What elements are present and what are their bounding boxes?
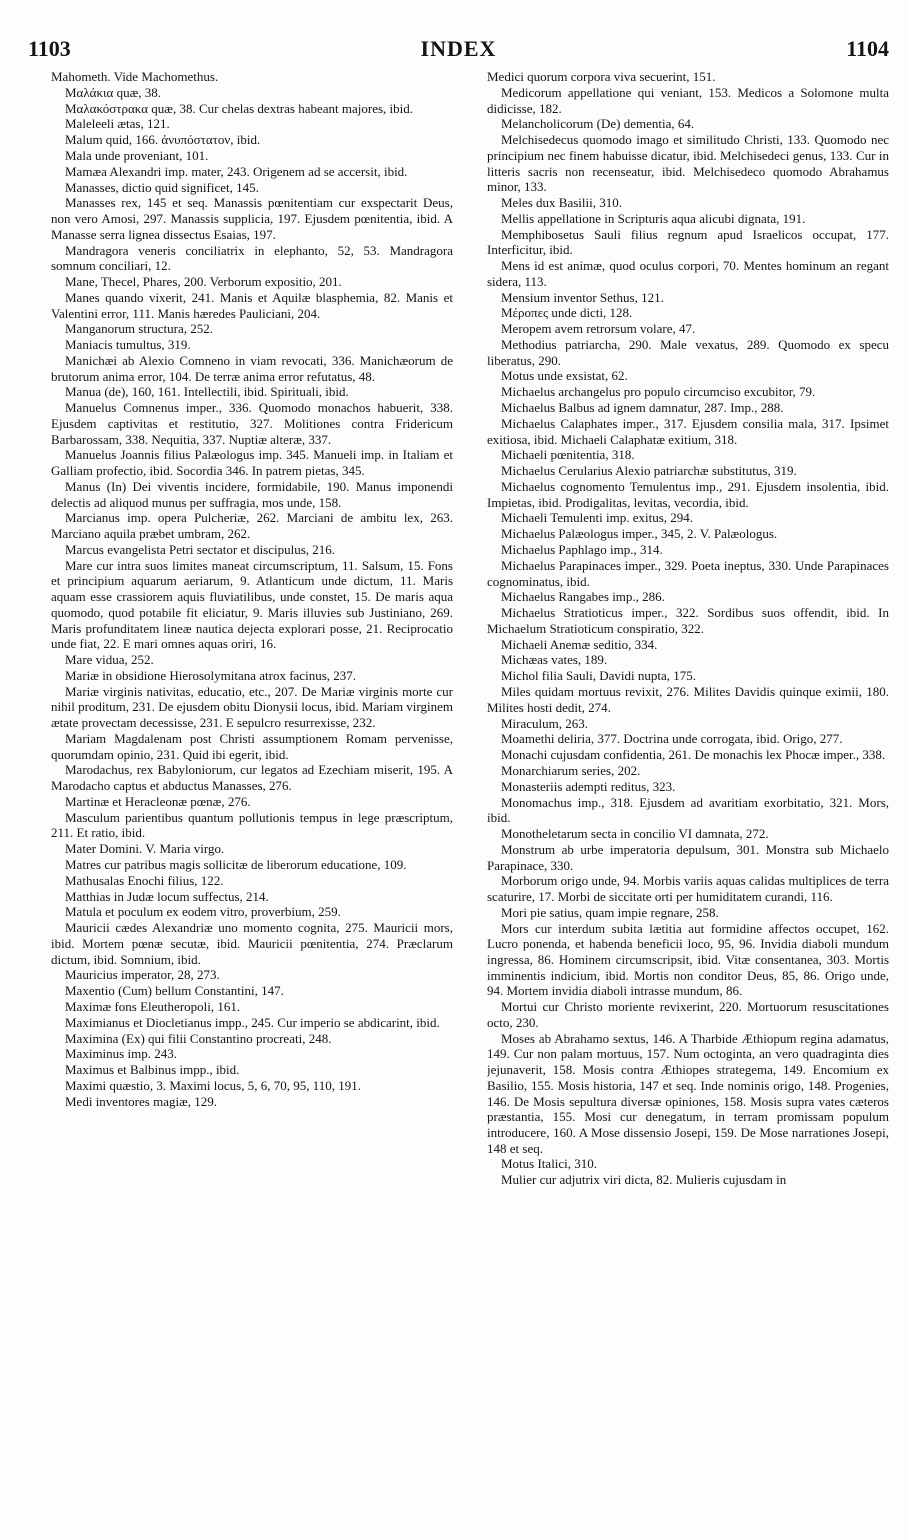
index-entry: Memphibosetus Sauli filius regnum apud Israelicos occupat, 177. Interficitur, ibid. (487, 226, 889, 258)
index-entry: Maximianus et Diocletianus impp., 245. Cur imperio se abdicarint, ibid. (65, 1014, 440, 1030)
index-entry: Matthias in Judæ locum suffectus, 214. (65, 888, 269, 904)
index-entry: Mariæ in obsidione Hierosolymitana atrox facinus, 237. (65, 667, 357, 683)
index-entry: Mamæa Alexandri imp. mater, 243. Origenem ad se accersit, ibid. (65, 163, 408, 179)
index-entry: Mulier cur adjutrix viri dicta, 82. Mulieris cujusdam in (501, 1172, 787, 1188)
index-entry: Monstrum ab urbe imperatoria depulsum, 301. Monstra sub Michaelo Parapinace, 330. (487, 841, 889, 873)
page-number-left: 1103 (28, 36, 71, 61)
index-entry: Miraculum, 263. (501, 715, 589, 731)
index-entry: Matres cur patribus magis sollicitæ de liberorum educatione, 109. (65, 856, 407, 872)
left-index-column (51, 69, 453, 1521)
index-entry: Matula et poculum ex eodem vitro, proverbium, 259. (65, 904, 341, 920)
index-entry: Maxentio (Cum) bellum Constantini, 147. (65, 983, 284, 999)
index-entry: Michaelus Paphlago imp., 314. (501, 542, 663, 558)
index-entry: Manichæi ab Alexio Comneno in viam revocati, 336. Manichæorum de brutorum anima error, 104. De terræ anima error refutatus, 48. (51, 352, 453, 384)
right-index-column (487, 69, 889, 1521)
index-entry: Mens id est animæ, quod oculus corpori, 70. Mentes hominum an regant sidera, 113. (487, 258, 889, 289)
index-entry: Michaeli pœnitentia, 318. (501, 447, 635, 463)
index-entry: Meropem avem retrorsum volare, 47. (501, 321, 696, 337)
index-entry: Manua (de), 160, 161. Intellectili, ibid. Spirituali, ibid. (65, 384, 349, 400)
index-entry: Miles quidam mortuus revixit, 276. Milites Davidis quinque eximii, 180. Milites hosti dedit, 274. (487, 684, 889, 715)
index-entry: Moses ab Abrahamo sextus, 146. A Tharbide Æthiopum regina adamatus, 149. Cur non palam mortuus, 157. Num octoginta, an vero quadraginta dies jejunaverit, 158. Mosis contra Æthiopes strategema, 149. Encomium ex Basilio, 155. Mosis historia, 147 et seq. Inde nominis origo, 148. Progenies, 146. De Mosis sepultura diversæ opiniones, 158. Mosis supra vates cæteros præstantia, 155. Mosi cur denegatum, in terram promissam populum introducere, 160. A Mose dissensio Josepi, 159. De Mose narrationes Josepi, 148 et seq. (487, 1030, 889, 1156)
index-entry: Maniacis tumultus, 319. (65, 337, 191, 353)
index-entry: Marodachus, rex Babyloniorum, cur legatos ad Ezechiam miserit, 195. A Marodacho captus et abductus Manasses, 276. (51, 762, 453, 794)
index-entry: Monachi cujusdam confidentia, 261. De monachis lex Phocæ imper., 338. (501, 747, 886, 763)
index-entry: Michaelus Balbus ad ignem damnatur, 287. Imp., 288. (501, 400, 784, 416)
index-entry: Michaelus cognomento Temulentus imp., 291. Ejusdem insolentia, ibid. Impietas, ibid. Prodigalitas, levitas, vecordia, ibid. (487, 478, 889, 510)
index-entry: Maximus et Balbinus impp., ibid. (65, 1062, 240, 1078)
index-entry: Medici quorum corpora viva secuerint, 151. (487, 69, 716, 84)
index-entry: Mortui cur Christo moriente revixerint, 220. Mortuorum resuscitationes octo, 230. (487, 999, 889, 1030)
running-title: INDEX (420, 36, 497, 61)
index-entry: Mater Domini. V. Maria virgo. (65, 841, 225, 857)
index-entry: Maximina (Ex) qui filii Constantino procreati, 248. (65, 1030, 332, 1046)
index-entry: Μέροπες unde dicti, 128. (501, 305, 633, 321)
index-entry: Mare vidua, 252. (65, 652, 154, 668)
index-entry: Mandragora veneris conciliatrix in elephanto, 52, 53. Mandragora somnum conciliari, 12. (51, 242, 453, 274)
index-entry: Motus Italici, 310. (501, 1156, 598, 1172)
index-entry: Mane, Thecel, Phares, 200. Verborum expositio, 201. (65, 274, 342, 290)
index-entry: Motus unde exsistat, 62. (501, 368, 628, 384)
index-entry: Manganorum structura, 252. (65, 321, 214, 337)
index-entry: Michaelus archangelus pro populo circumciso excubitor, 79. (501, 384, 816, 400)
index-entry: Michaelus Cerularius Alexio patriarchæ substitutus, 319. (501, 463, 797, 479)
index-entry: Manuelus Comnenus imper., 336. Quomodo monachos habuerit, 338. Ejusdem captivitas et restitutio, 327. Molitiones contra Fridericum Barbarossam, 338. Nequitia, 337. Nuptiæ alteræ, 337. (51, 400, 453, 447)
index-entry: Meles dux Basilii, 310. (501, 195, 622, 210)
index-entry: Μαλακόστρακα quæ, 38. Cur chelas dextras habeant majores, ibid. (65, 100, 414, 116)
page-number-right: 1104 (846, 36, 889, 61)
index-entry: Michol filia Sauli, Davidi nupta, 175. (501, 668, 696, 684)
index-entry: Marcus evangelista Petri sectator et discipulus, 216. (65, 541, 336, 557)
index-entry: Monotheletarum secta in concilio VI damnata, 272. (501, 826, 769, 842)
index-entry: Michaelus Palæologus imper., 345, 2. V. Palæologus. (501, 526, 778, 542)
index-entry: Mensium inventor Sethus, 121. (501, 289, 664, 305)
index-entry: Mala unde proveniant, 101. (65, 147, 209, 163)
index-entry: Marcianus imp. opera Pulcheriæ, 262. Marciani de ambitu lex, 263. Marciano aquila præbet umbram, 262. (51, 510, 453, 542)
index-entry: Martinæ et Heracleonæ pœnæ, 276. (65, 793, 251, 809)
index-entry: Michæas vates, 189. (501, 652, 608, 668)
index-entry: Malum quid, 166. ἀνυπόστατον, ibid. (65, 132, 261, 148)
index-entry: Mellis appellatione in Scripturis aqua alicubi dignata, 191. (501, 210, 806, 226)
index-entry: Maximinus imp. 243. (65, 1046, 177, 1062)
index-entry: Mahometh. Vide Machomethus. (51, 69, 219, 84)
index-entry: Maleleeli ætas, 121. (65, 116, 170, 132)
index-entry: Methodius patriarcha, 290. Male vexatus, 289. Quomodo ex specu liberatus, 290. (487, 336, 889, 368)
index-entry: Mare cur intra suos limites maneat circumscriptum, 11. Salsum, 15. Fons et principium aquarum aeriarum, 9. Atlanticum unde dictum, 11. Maris aquam esse crassiorem aquis fluviatilibus, unde constet, 15. De maris aqua quomodo, quod potabile fit eliciatur, 9. Maris illuvies sub Justiniano, 269. Maris profunditatem lineæ nautica dejecta explorari posse, 21. Reciprocatio unde fiat, 22. E mari omnes aquas oriri, 16. (51, 557, 453, 652)
index-entry: Moamethi deliria, 377. Doctrina unde corrogata, ibid. Origo, 277. (501, 731, 843, 747)
index-entry: Manus (In) Dei viventis incidere, formidabile, 190. Manus imponendi delectis ad aliquod munus per suffragia, mos unde, 158. (51, 478, 453, 510)
index-entry: Masculum parientibus quantum pollutionis tempus in lege præscriptum, 211. Et ratio, ibid. (51, 809, 453, 841)
index-entry: Mathusalas Enochi filius, 122. (65, 872, 224, 888)
index-entry: Μαλάκια quæ, 38. (65, 84, 162, 100)
index-entry: Manuelus Joannis filius Palæologus imp. 345. Manueli imp. in Italiam et Galliam profectio, ibid. Socordia 346. In patrem pietas, 345. (51, 447, 453, 479)
index-entry: Manasses, dictio quid significet, 145. (65, 179, 259, 195)
index-entry: Medicorum appellatione qui veniant, 153. Medicos a Solomone multa didicisse, 182. (487, 84, 889, 116)
index-entry: Michaelus Rangabes imp., 286. (501, 589, 665, 605)
index-entry: Monasteriis adempti reditus, 323. (501, 778, 676, 794)
index-entry: Manasses rex, 145 et seq. Manassis pœnitentiam cur exspectarit Deus, non vero Amosi, 297. Manassis supplicia, 197. Ejusdem pœnitentia, ibid. A Manasse serra lignea dissectus Esaias, 197. (51, 195, 453, 242)
index-entry: Mauricii cædes Alexandriæ uno momento cognita, 275. Mauricii mors, ibid. Mortem pœnæ secutæ, ibid. Mauricii pœnitentia, 274. Præclarum dictum, ibid. Somnium, ibid. (51, 920, 453, 967)
index-entry: Medi inventores magiæ, 129. (65, 1093, 218, 1109)
index-entry: Mori pie satius, quam impie regnare, 258. (501, 904, 719, 920)
index-entry: Monarchiarum series, 202. (501, 762, 641, 778)
index-entry: Morborum origo unde, 94. Morbis variis aquas calidas multiplices de terra scaturire, 17. Morbi de siccitate orti per humiditatem curandi, 116. (487, 873, 889, 905)
index-entry: Michaelus Stratioticus imper., 322. Sordibus suos offendit, ibid. In Michaelum Stratioticum conspiratio, 322. (487, 605, 889, 636)
index-entry: Michaeli Temulenti imp. exitus, 294. (501, 510, 694, 526)
index-entry: Maximi quæstio, 3. Maximi locus, 5, 6, 70, 95, 110, 191. (65, 1077, 361, 1093)
index-entry: Monomachus imp., 318. Ejusdem ad avaritiam exorbitatio, 321. Mors, ibid. (487, 794, 889, 826)
index-entry: Mariam Magdalenam post Christi assumptionem Romam pervenisse, quorumdam opinio, 231. Quid ibi egerit, ibid. (51, 730, 453, 762)
index-entry: Mauricius imperator, 28, 273. (65, 967, 220, 983)
index-entry: Michaelus Parapinaces imper., 329. Poeta ineptus, 330. Unde Parapinaces cognominatus, ibid. (487, 557, 889, 589)
index-entry: Michaeli Anemæ seditio, 334. (501, 636, 658, 652)
index-entry: Melancholicorum (De) dementia, 64. (501, 116, 695, 132)
page-header (28, 36, 889, 60)
index-entry: Manes quando vixerit, 241. Manis et Aquilæ blasphemia, 82. Manis et Valentini error, 111. Manis hæredes Pauliciani, 204. (51, 289, 453, 321)
index-entry: Melchisedecus quomodo imago et similitudo Christi, 133. Quomodo nec principium nec finem habuisse dicatur, ibid. Melchisedeci genus, 133. Cur in litteris sacris non recenseatur, ibid. Melchisedeco quomodo Abrahamus minor, 133. (487, 132, 889, 195)
index-entry: Mariæ virginis nativitas, educatio, etc., 207. De Mariæ virginis morte cur nihil proditum, 231. De ejusdem obitu Dionysii locus, ibid. Mariam virginem ætate provectam decessisse, 231. E sepulcro resurrexisse, 232. (51, 683, 453, 731)
index-entry: Mors cur interdum subita lætitia aut formidine affectos occupet, 162. Lucro ponenda, et habenda beneficii loco, 95, 96. Invidia diaboli mundum ingressa, 86. Hominem circumscripsit, ibid. Vitæ consentanea, 303. Mortis imminentis indicium, ibid. Mortis non conditor Deus, 85, 86. Origo unde, 94. Mortem invidia diaboli intrasse mundum, 86. (487, 920, 889, 999)
index-entry: Michaelus Calaphates imper., 317. Ejusdem consilia mala, 317. Ipsimet exitiosa, ibid. Michaeli Calaphatæ exitium, 318. (487, 415, 889, 447)
index-entry: Maximæ fons Eleutheropoli, 161. (65, 998, 241, 1014)
